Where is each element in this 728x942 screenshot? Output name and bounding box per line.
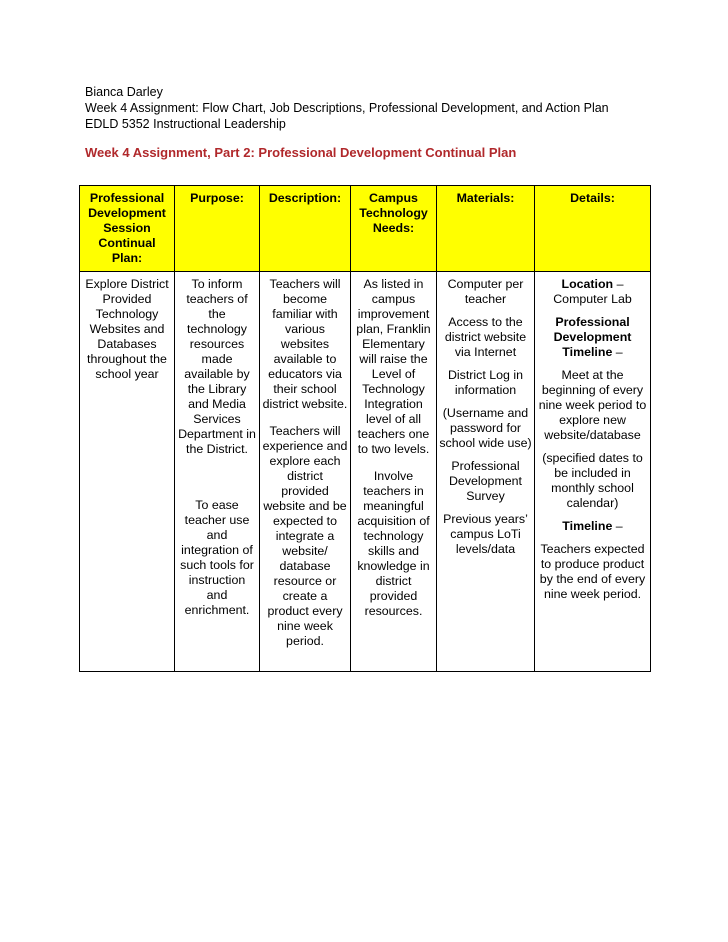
section-title: Week 4 Assignment, Part 2: Professional Development Continual Plan [85,145,517,160]
header-details: Details: [535,186,651,272]
materials-item-1: Computer per teacher [447,277,524,306]
materials-item-2: Access to the district website via Internet [444,315,527,359]
pd-timeline-value: Meet at the beginning of every nine week period to explore new website/database [538,368,647,442]
materials-item-5: Professional Development Survey [448,459,522,503]
header-description: Description: [260,186,351,272]
purpose-text-1: To inform teachers of the technology resources made available by the Library and Media Services Department in the District. [178,277,256,456]
header-materials: Materials: [437,186,535,272]
assignment-title: Week 4 Assignment: Flow Chart, Job Descriptions, Professional Development, and Action Plan [85,101,609,115]
timeline-suffix: – [612,519,623,533]
table-header-row [80,186,651,272]
needs-text-1: As listed in campus improvement plan, Franklin Elementary will raise the Level of Technology Integration level of all teachers one to two levels. [356,277,431,456]
dates-note: (specified dates to be included in monthly school calendar) [542,451,643,510]
purpose-text-2: To ease teacher use and integration of such tools for instruction and enrichment. [180,498,254,617]
professional-development-plan-table [79,185,651,672]
description-text-1: Teachers will become familiar with various websites available to educators via their school district website. [262,277,348,411]
cell-needs [351,272,437,672]
materials-item-6: Previous years’ campus LoTi levels/data [443,512,528,556]
cell-details [535,272,651,672]
details-timeline [537,519,648,534]
location-value: – Computer Lab [553,277,632,306]
header-session: Professional Development Session Continual Plan: [80,186,175,272]
cell-materials [437,272,535,672]
materials-item-4: (Username and password for school wide use) [439,406,532,450]
course-name: EDLD 5352 Instructional Leadership [85,117,286,131]
location-label: Location [561,277,614,291]
description-text-2: Teachers will experience and explore each district provided website and be expected to integrate a website/ database resource or create a product every nine week period. [262,424,348,648]
pd-timeline-label: Professional Development Timeline [553,315,632,359]
session-text: Explore District Provided Technology Websites and Databases throughout the school year [85,277,169,381]
timeline-value: Teachers expected to produce product by the end of every nine week period. [539,542,646,601]
timeline-label: Timeline [562,519,613,533]
cell-session [80,272,175,672]
pd-timeline-suffix: – [612,345,623,359]
materials-item-3: District Log in information [447,368,524,397]
details-location [537,277,648,307]
author-name: Bianca Darley [85,85,163,99]
cell-purpose [175,272,260,672]
table-row [80,272,651,672]
header-purpose: Purpose: [175,186,260,272]
needs-text-2: Involve teachers in meaningful acquisition of technology skills and knowledge in district provided resources. [357,469,430,618]
header-needs: Campus Technology Needs: [351,186,437,272]
details-pd-timeline [537,315,648,360]
document-header [85,84,609,132]
cell-description [260,272,351,672]
